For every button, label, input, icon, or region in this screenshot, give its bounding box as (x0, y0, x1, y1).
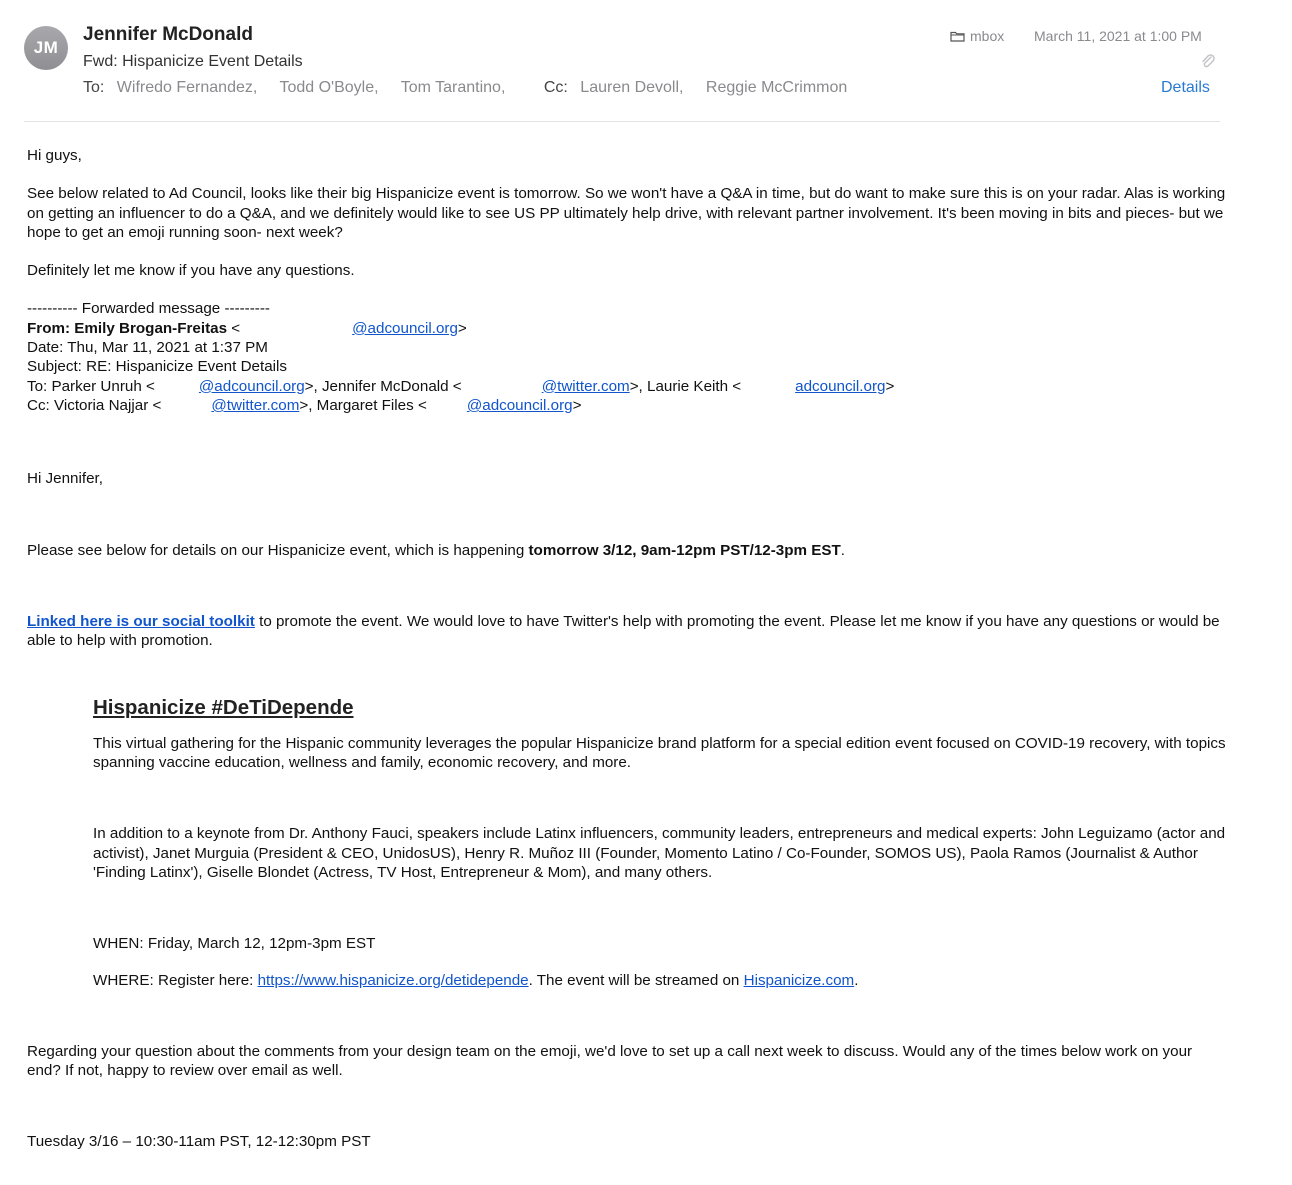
message-subject: Fwd: Hispanicize Event Details (83, 53, 303, 70)
cc-label: Cc: (543, 79, 568, 96)
hi-jennifer: Hi Jennifer, (27, 470, 103, 488)
to-email-link[interactable]: @twitter.com (541, 377, 630, 395)
details-paragraph (27, 541, 1227, 560)
to-text: To: Parker Unruh < (27, 377, 155, 395)
recipient[interactable]: Tom Tarantino, (400, 79, 506, 96)
social-toolkit-link[interactable]: Linked here is our social toolkit (27, 612, 255, 630)
cc-recipient[interactable]: Reggie McCrimmon (705, 79, 848, 96)
message-date: March 11, 2021 at 1:00 PM (1034, 28, 1202, 44)
recipients-row (83, 79, 865, 97)
greeting: Hi guys, (27, 147, 82, 164)
cc-email-link[interactable]: @adcouncil.org (466, 396, 573, 414)
where-text: . (854, 971, 859, 989)
event-title: Hispanicize #DeTiDepende (93, 696, 354, 720)
cc-text: Cc: Victoria Najjar < (27, 396, 162, 414)
to-label: To: (83, 79, 105, 96)
from-line: From: Emily Brogan-Freitas < @adcouncil.org> (27, 319, 467, 337)
to-text: >, Jennifer McDonald < (304, 377, 462, 395)
regarding-paragraph: Regarding your question about the comments from your design team on the emoji, we'd love to set up a call next week to discuss. Would any of the times below work on your end? If not, happy to review over email as well. (27, 1042, 1193, 1080)
header-divider (24, 121, 1220, 122)
speakers-paragraph: In addition to a keynote from Dr. Anthony Fauci, speakers include Latinx influencers, community leaders, entrepreneurs and medical experts: John Leguizamo (actor and activist), Janet Murguia (President & CEO, UnidosUS), Henry R. Muñoz III (Founder, Momento Latino / Co-Founder, SOMOS US), Paola Ramos (Journalist & Author 'Finding Latinx'), Giselle Blondet (Actress, TV Host, Entrepreneur & Mom), and many others. (93, 825, 1226, 881)
sender-avatar[interactable]: JM (24, 26, 68, 70)
mailbox-name: mbox (970, 28, 1005, 44)
cc-line (27, 396, 1227, 415)
to-line (27, 377, 1227, 396)
cc-email-link[interactable]: @twitter.com (211, 396, 300, 414)
when-line: WHEN: Friday, March 12, 12pm-3pm EST (93, 935, 376, 953)
to-text: > (885, 377, 895, 395)
time-option: Tuesday 3/16 – 10:30-11am PST, 12-12:30pm PST (27, 1133, 371, 1151)
where-text: . The event will be streamed on (528, 971, 744, 989)
mailbox-indicator[interactable] (950, 28, 1004, 44)
toolkit-paragraph (27, 612, 1227, 651)
subject-line: Subject: RE: Hispanicize Event Details (27, 358, 287, 376)
event-description: This virtual gathering for the Hispanic community leverages the popular Hispanicize brand platform for a special edition event focused on COVID-19 recovery, with topics spanning vaccine education, wellness and family, economic recovery, and more. (93, 734, 1226, 772)
event-block (93, 698, 1227, 989)
details-text: Please see below for details on our Hispanicize event, which is happening (27, 541, 529, 559)
intro-paragraph: See below related to Ad Council, looks like their big Hispanicize event is tomorrow. So we won't have a Q&A in time, but do want to make sure this is on your radar. Alas is working on getting an influencer to do a Q&A, and we definitely would like to see US PP ultimately help drive, with relevant partner involvement. It's been moving in bits and pieces- but we hope to get an emoji running soon- next week? (27, 185, 1226, 241)
sender-name[interactable]: Jennifer McDonald (83, 24, 253, 45)
message-header (0, 0, 1292, 124)
hispanicize-link[interactable]: Hispanicize.com (743, 971, 855, 989)
from-label: From: (27, 319, 71, 337)
where-line (93, 971, 1227, 990)
cc-recipient[interactable]: Lauren Devoll, (580, 79, 684, 96)
from-name: Emily Brogan-Freitas (74, 319, 228, 337)
message-body (27, 146, 1227, 1152)
forward-block (27, 299, 1227, 415)
from-email-link[interactable]: @adcouncil.org (352, 319, 458, 337)
to-text: >, Laurie Keith < (629, 377, 742, 395)
details-text: . (840, 541, 846, 559)
folder-icon (950, 30, 965, 42)
details-bold: tomorrow 3/12, 9am-12pm PST/12-3pm EST (528, 541, 841, 559)
recipient[interactable]: Wifredo Fernandez, (116, 79, 258, 96)
details-link[interactable]: Details (1161, 79, 1210, 96)
to-email-link[interactable]: adcouncil.org (795, 377, 886, 395)
where-text: WHERE: Register here: (93, 971, 258, 989)
toolkit-text: to promote the event. We would love to have Twitter's help with promoting the event. Please let me know if you have any questions or would be able to help with promotion. (27, 612, 1220, 650)
cc-text: >, Margaret Files < (299, 396, 427, 414)
date-line: Date: Thu, Mar 11, 2021 at 1:37 PM (27, 339, 268, 357)
to-email-link[interactable]: @adcouncil.org (198, 377, 305, 395)
questions-line: Definitely let me know if you have any questions. (27, 262, 355, 280)
register-link[interactable]: https://www.hispanicize.org/detidepende (257, 971, 529, 989)
recipient[interactable]: Todd O'Boyle, (279, 79, 379, 96)
cc-text: > (572, 396, 582, 414)
forward-marker: ---------- Forwarded message --------- (27, 300, 270, 318)
paperclip-icon[interactable] (1200, 53, 1216, 71)
